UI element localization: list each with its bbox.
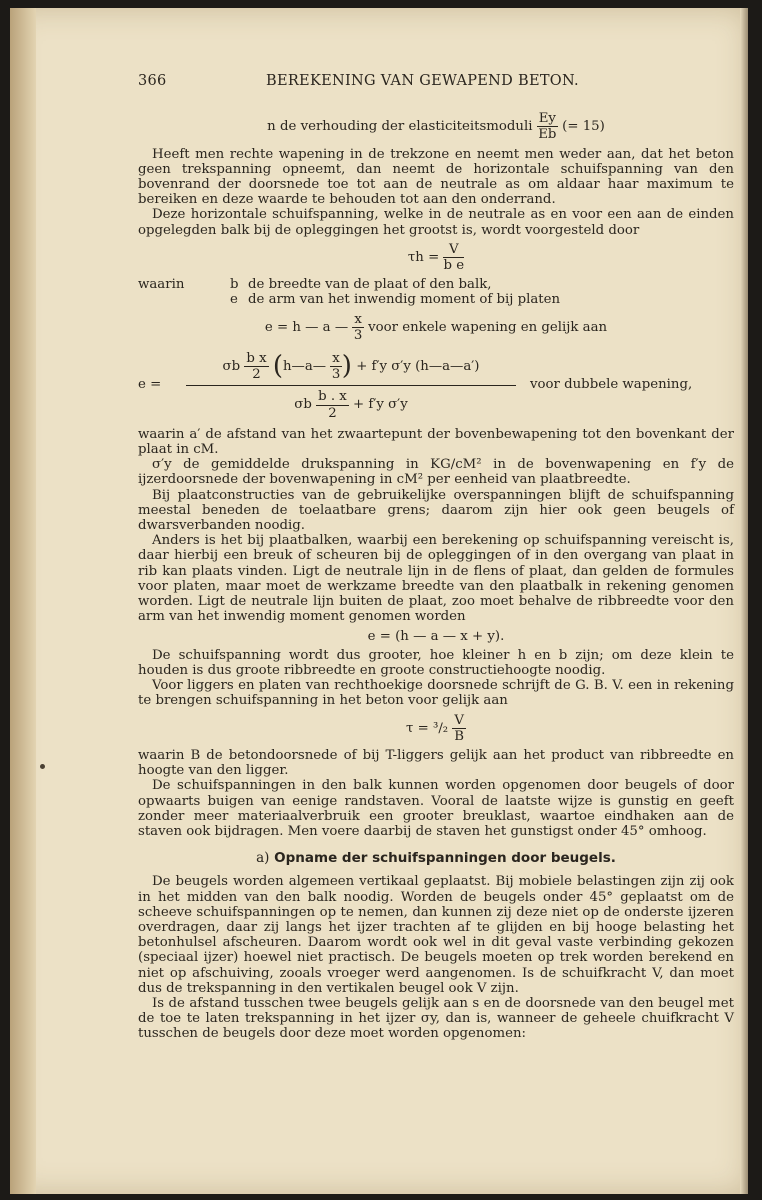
paragraph: Bij plaatconstructies van de gebruikelijke overspanningen blijft de schuifspanning meestal beneden de toelaatbare grens; daarom zijn hier ook geen beugels of dwarsverbanden noodig. [138, 487, 734, 534]
section-heading: a) Opname der schuifspanningen door beugels. [256, 850, 616, 867]
page-edge [740, 8, 748, 1194]
paragraph: Is de afstand tusschen twee beugels gelijk aan s en de doorsnede van den beugel met de toe te laten trekspanning in het ijzer σy, dan is, wanneer de geheele chuifkracht V tusschen de beugels door deze moet worden opgenomen: [138, 995, 734, 1042]
paragraph: De schuifspanningen in den balk kunnen worden opgenomen door beugels of door opwaarts buigen van eenige randstaven. Vooral de laatste wijze is gunstig en geeft zonder meer materiaalverbruik een grooter breuklast, waartoe eindhaken aan de staven ook bijdragen. Men voere daarbij de staven het gunstigst onder 45° omhoog. [138, 778, 734, 839]
page-number: 366 [138, 73, 167, 89]
equation-e-double: e = σb $\frac{\text{b x}}{2}$ (h—a— $\frac{x}{3}$ ) + f′y σ′y (h—a—a′) σb $\frac{b . x}{2}$ + f′y σ′y voor dubbele wapening, [138, 351, 693, 421]
book-page [10, 8, 748, 1194]
equation-tau: τ = ³/₂ $\frac{V}{B}$ [406, 712, 465, 744]
paragraph: σ′y de gemiddelde drukspanning in KG/cM² in de bovenwapening en f′y de ijzerdoorsnede der bovenwapening in cM² per eenheid van plaatbreedte. [138, 457, 734, 488]
page-content [138, 74, 734, 1042]
definitions-label: waarin [138, 277, 185, 293]
paragraph: waarin a′ de afstand van het zwaartepunt der bovenbewapening tot den bovenkant der plaat in cM. [138, 426, 734, 458]
running-header [138, 74, 734, 89]
running-title: BEREKENING VAN GEWAPEND BETON. [266, 73, 579, 89]
paragraph: Deze horizontale schuifspanning, welke in de neutrale as en voor een aan de einden opgelegden balk bij de opleggingen het grootst is, wordt voorgesteld door [138, 207, 734, 238]
paragraph: Anders is het bij plaatbalken, waarbij een berekening op schuifspanning vereischt is, daar hierbij een breuk of scheuren bij de opleggingen of in den overgang van plaat in rib kan plaats vinden. Ligt de neutrale lijn in de flens of plaat, dan gelden de formules voor platen, maar moet de werkzame breedte van den plaatbalk in rekening genomen worden. Ligt de neutrale lijn buiten de plaat, zoo moet behalve de ribbreedte voor den arm van het inwendig moment genomen worden [138, 533, 734, 625]
paragraph: De schuifspanning wordt dus grooter, hoe kleiner h en b zijn; om deze klein te houden is dus groote ribbreedte en groote constructiehoogte noodig. [138, 647, 734, 678]
equation-e-tbeam: e = (h — a — x + y). [367, 628, 505, 644]
paragraph: De beugels worden algemeen vertikaal geplaatst. Bij mobiele belastingen zijn zij ook in het midden van den balk noodig. Worden de beugels onder 45° geplaatst om de scheeve schuifspanningen op te nemen, dan kunnen zij deze niet op de onderste ijzeren overdragen, daar zij langs het ijzer trachten af te glijden en bij hooge belasting het betonhulsel afscheuren. Daarom wordt ook wel in dit geval vaste verbinding gekozen (speciaal ijzer) hoewel niet practisch. De beugels moeten op trek worden berekend en niet op afschuiving, zooals vroeger werd aangenomen. Is de schuifkracht V, dan moet dus de trekspanning in den vertikalen beugel ook V zijn. [138, 874, 734, 996]
definitions: waarin b de breedte van de plaat of den balk, e de arm van het inwendig moment of bij platen [138, 277, 561, 308]
equation-tau-h: τh = $\frac{V}{\text{b e}}$ [407, 241, 465, 274]
paragraph: waarin B de betondoorsnede of bij T-liggers gelijk aan het product van ribbreedte en hoogte van den ligger. [138, 747, 734, 779]
equation-e-single: e = h — a — $\frac{x}{3}$ voor enkele wapening en gelijk aan [264, 311, 608, 343]
equation-n: n de verhouding der elasticiteitsmoduli $\frac{Ey}{Eb}$ (= 15) [267, 111, 605, 143]
paragraph: Heeft men rechte wapening in de trekzone en neemt men weder aan, dat het beton geen trekspanning opneemt, dan neemt de horizontale schuifspanning van den bovenrand der doorsnede toe tot aan de neutrale as om aldaar haar maximum te bereiken en deze waarde te behouden tot aan den onderrand. [138, 146, 734, 208]
page-gutter [10, 8, 36, 1194]
paragraph: Voor liggers en platen van rechthoekige doorsnede schrijft de G. B. V. een in rekening te brengen schuifspanning in het beton voor gelijk aan [138, 678, 734, 709]
margin-mark [40, 764, 45, 769]
